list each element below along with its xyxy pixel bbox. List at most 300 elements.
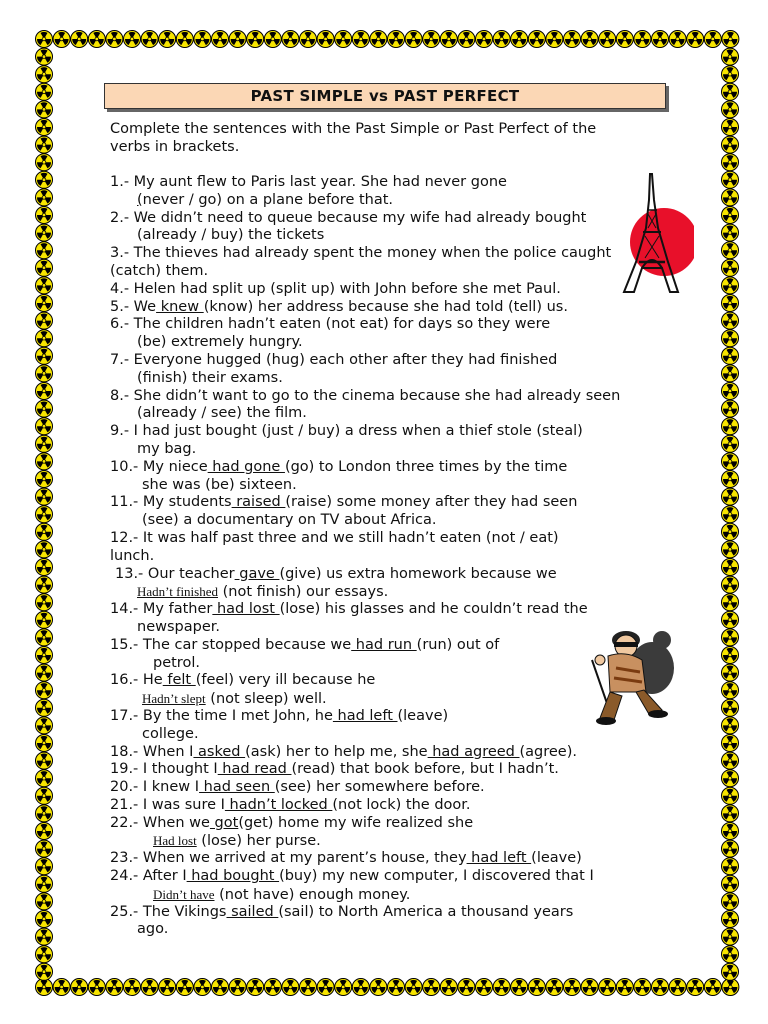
- radiation-icon: [106, 979, 123, 996]
- radiation-icon: [564, 979, 581, 996]
- radiation-icon: [36, 506, 53, 523]
- radiation-icon: [71, 979, 88, 996]
- sentence-text: petrol.: [153, 654, 200, 671]
- radiation-icon: [722, 506, 739, 523]
- answer-text: sailed: [226, 903, 279, 920]
- sentence-text: (finish) their exams.: [137, 369, 283, 386]
- radiation-icon: [36, 805, 53, 822]
- radiation-icon: [722, 770, 739, 787]
- sentence-text: she was (be) sixteen.: [142, 476, 297, 493]
- sentence-text: (get) home my wife realized she: [238, 814, 474, 831]
- radiation-icon: [36, 119, 53, 136]
- radiation-icon: [212, 31, 229, 48]
- radiation-icon: [722, 682, 739, 699]
- radiation-icon: [722, 523, 739, 540]
- radiation-icon: [722, 418, 739, 435]
- radiation-icon: [36, 31, 53, 48]
- sentence-text: (not have) enough money.: [214, 886, 411, 903]
- radiation-icon: [36, 471, 53, 488]
- radiation-icon: [36, 823, 53, 840]
- radiation-icon: [36, 576, 53, 593]
- radiation-icon: [722, 435, 739, 452]
- sentence-text: (know) her address because she had told (tell) us.: [203, 298, 568, 315]
- radiation-icon: [722, 911, 739, 928]
- radiation-icon: [36, 963, 53, 980]
- exercise-line: [110, 174, 665, 192]
- radiation-icon: [722, 840, 739, 857]
- answer-text: had read: [217, 761, 292, 778]
- sentence-text: 15.- The car stopped because we: [110, 636, 352, 653]
- radiation-icon: [36, 664, 53, 681]
- exercise-line: [110, 779, 665, 797]
- sentence-text: never / go) on a plane before that.: [142, 191, 394, 208]
- radiation-icon: [581, 31, 598, 48]
- radiation-icon: [599, 31, 616, 48]
- radiation-icon: [36, 770, 53, 787]
- radiation-icon: [652, 979, 669, 996]
- radiation-icon: [282, 979, 299, 996]
- radiation-icon: [616, 979, 633, 996]
- radiation-icon: [722, 295, 739, 312]
- radiation-icon: [176, 979, 193, 996]
- radiation-icon: [141, 979, 158, 996]
- radiation-icon: [669, 31, 686, 48]
- radiation-icon: [652, 31, 669, 48]
- sentence-text: (be) extremely hungry.: [137, 334, 303, 351]
- answer-text: asked: [193, 743, 246, 760]
- exercise-line: [110, 601, 665, 619]
- exercise-line: [110, 832, 665, 850]
- radiation-icon: [36, 101, 53, 118]
- answer-text: had left: [466, 850, 532, 867]
- handwritten-answer: Didn’t have: [153, 886, 215, 902]
- instructions-line-1: Complete the sentences with the Past Simple or Past Perfect of the: [110, 121, 597, 137]
- radiation-icon: [36, 893, 53, 910]
- radiation-icon: [247, 31, 264, 48]
- radiation-icon: [722, 594, 739, 611]
- sentence-text: (agree).: [519, 743, 577, 760]
- thief-picture: [580, 620, 692, 728]
- sentence-text: 23.- When we arrived at my parent’s house, they: [110, 850, 467, 867]
- exercise-line: [110, 530, 665, 548]
- radiation-icon: [36, 224, 53, 241]
- exercise-list: [110, 174, 665, 939]
- radiation-icon: [36, 488, 53, 505]
- sentence-text: 16.- He: [110, 672, 163, 689]
- radiation-icon: [282, 31, 299, 48]
- radiation-icon: [722, 699, 739, 716]
- radiation-icon: [264, 31, 281, 48]
- sentence-text: 13.- Our teacher: [115, 565, 235, 582]
- instructions: [110, 120, 650, 156]
- radiation-icon: [722, 647, 739, 664]
- answer-text: hadn’t locked: [224, 796, 333, 813]
- radiation-icon: [36, 875, 53, 892]
- radiation-icon: [493, 979, 510, 996]
- exercise-line: [110, 566, 665, 584]
- radiation-icon: [36, 787, 53, 804]
- radiation-icon: [36, 330, 53, 347]
- radiation-icon: [704, 31, 721, 48]
- radiation-icon: [352, 979, 369, 996]
- radiation-icon: [722, 189, 739, 206]
- radiation-icon: [370, 31, 387, 48]
- radiation-icon: [511, 31, 528, 48]
- handwritten-answer: Hadn’t finished: [137, 584, 218, 600]
- radiation-icon: [36, 312, 53, 329]
- radiation-icon: [247, 979, 264, 996]
- radiation-icon: [36, 154, 53, 171]
- radiation-icon: [440, 31, 457, 48]
- radiation-icon: [722, 787, 739, 804]
- radiation-icon: [317, 979, 334, 996]
- sentence-text: (lose) her purse.: [196, 833, 321, 850]
- radiation-icon: [300, 979, 317, 996]
- radiation-icon: [722, 207, 739, 224]
- radiation-icon: [722, 136, 739, 153]
- exercise-line: [110, 797, 665, 815]
- radiation-icon: [36, 435, 53, 452]
- sentence-text: 19.- I thought I: [110, 761, 218, 778]
- sentence-text: (not lock) the door.: [332, 796, 471, 813]
- answer-text: had seen: [199, 779, 275, 796]
- radiation-icon: [722, 224, 739, 241]
- radiation-icon: [388, 31, 405, 48]
- radiation-icon: [722, 365, 739, 382]
- radiation-icon: [36, 946, 53, 963]
- sentence-text: 10.- My niece: [110, 458, 208, 475]
- radiation-icon: [36, 699, 53, 716]
- exercise-line: [110, 886, 665, 904]
- radiation-icon: [36, 858, 53, 875]
- sentence-text: 17.- By the time I met John, he: [110, 707, 333, 724]
- exercise-line: [110, 921, 665, 939]
- sentence-text: 24.- After I: [110, 868, 187, 885]
- exercise-line: [110, 334, 665, 352]
- exercise-line: [110, 210, 665, 228]
- radiation-icon: [194, 979, 211, 996]
- radiation-icon: [141, 31, 158, 48]
- radiation-icon: [36, 48, 53, 65]
- radiation-icon: [36, 911, 53, 928]
- sentence-text: ago.: [137, 921, 169, 938]
- radiation-icon: [229, 979, 246, 996]
- radiation-icon: [71, 31, 88, 48]
- radiation-icon: [722, 893, 739, 910]
- answer-text: got: [209, 814, 239, 831]
- radiation-icon: [36, 559, 53, 576]
- exercise-line: [110, 281, 665, 299]
- radiation-icon: [722, 488, 739, 505]
- radiation-icon: [722, 154, 739, 171]
- sentence-text: 3.- The thieves had already spent the money when the police caught: [110, 245, 612, 262]
- radiation-icon: [36, 171, 53, 188]
- sentence-text: 12.- It was half past three and we still hadn’t eaten (not / eat): [110, 529, 559, 546]
- radiation-icon: [722, 858, 739, 875]
- radiation-icon: [36, 594, 53, 611]
- radiation-icon: [106, 31, 123, 48]
- radiation-icon: [722, 752, 739, 769]
- radiation-icon: [36, 83, 53, 100]
- exercise-line: [110, 405, 665, 423]
- instructions-line-2: verbs in brackets.: [110, 139, 240, 155]
- exercise-line: [110, 815, 665, 833]
- radiation-icon: [722, 629, 739, 646]
- exercise-line: [110, 583, 665, 601]
- radiation-icon: [405, 31, 422, 48]
- sentence-text: 2.- We didn’t need to queue because my wife had already bought: [110, 209, 587, 226]
- sentence-text: 20.- I knew I: [110, 779, 200, 796]
- radiation-icon: [722, 83, 739, 100]
- page-title: PAST SIMPLE vs PAST PERFECT: [104, 83, 666, 109]
- radiation-icon: [722, 171, 739, 188]
- radiation-icon: [159, 31, 176, 48]
- radiation-icon: [722, 471, 739, 488]
- radiation-icon: [36, 365, 53, 382]
- radiation-icon: [722, 400, 739, 417]
- sentence-text: 11.- My students: [110, 494, 232, 511]
- radiation-icon: [36, 418, 53, 435]
- handwritten-answer: Hadn’t slept: [142, 691, 206, 707]
- radiation-icon: [405, 979, 422, 996]
- exercise-line: [110, 423, 665, 441]
- sentence-text: (already / see) the film.: [137, 405, 307, 422]
- sentence-text: (leave): [531, 850, 582, 867]
- exercise-line: [110, 761, 665, 779]
- sentence-text: 9.- I had just bought (just / buy) a dress when a thief stole (steal): [110, 423, 583, 440]
- exercise-line: [110, 477, 665, 495]
- radiation-icon: [36, 541, 53, 558]
- radiation-icon: [124, 31, 141, 48]
- radiation-icon: [36, 277, 53, 294]
- radiation-icon: [335, 31, 352, 48]
- sentence-text: (feel) very ill because he: [195, 672, 376, 689]
- radiation-icon: [423, 979, 440, 996]
- sentence-text: 5.- We: [110, 298, 157, 315]
- exercise-line: [110, 388, 665, 406]
- sentence-text: (see) her somewhere before.: [274, 779, 485, 796]
- radiation-icon: [687, 979, 704, 996]
- radiation-icon: [53, 979, 70, 996]
- radiation-icon: [212, 979, 229, 996]
- sentence-text: my bag.: [137, 440, 197, 457]
- radiation-icon: [36, 295, 53, 312]
- sentence-text: college.: [142, 725, 199, 742]
- exercise-line: [110, 868, 665, 886]
- radiation-icon: [722, 946, 739, 963]
- sentence-text: (see) a documentary on TV about Africa.: [142, 512, 437, 529]
- radiation-icon: [36, 383, 53, 400]
- sentence-text: lunch.: [110, 547, 155, 564]
- radiation-icon: [581, 979, 598, 996]
- radiation-icon: [722, 347, 739, 364]
- exercise-line: [110, 459, 665, 477]
- radiation-icon: [634, 979, 651, 996]
- radiation-icon: [388, 979, 405, 996]
- sentence-text: (buy) my new computer, I discovered that I: [279, 868, 594, 885]
- radiation-icon: [36, 66, 53, 83]
- radiation-icon: [687, 31, 704, 48]
- radiation-icon: [528, 979, 545, 996]
- exercise-line: [110, 726, 665, 744]
- sentence-text: (run) out of: [416, 636, 500, 653]
- radiation-icon: [722, 979, 739, 996]
- radiation-icon: [36, 189, 53, 206]
- radiation-icon: [36, 735, 53, 752]
- sentence-text: 8.- She didn’t want to go to the cinema because she had already seen: [110, 387, 621, 404]
- exercise-line: [110, 352, 665, 370]
- radiation-icon: [36, 400, 53, 417]
- exercise-line: [110, 227, 665, 245]
- radiation-icon: [722, 559, 739, 576]
- radiation-icon: [36, 136, 53, 153]
- radiation-icon: [722, 330, 739, 347]
- answer-text: had bought: [186, 868, 280, 885]
- radiation-icon: [458, 979, 475, 996]
- radiation-icon: [36, 259, 53, 276]
- sentence-text: 21.- I was sure I: [110, 796, 225, 813]
- exercise-line: [110, 548, 665, 566]
- radiation-icon: [722, 805, 739, 822]
- sentence-text: (go) to London three times by the time: [284, 458, 568, 475]
- radiation-icon: [36, 979, 53, 996]
- exercise-line: [110, 316, 665, 334]
- radiation-icon: [264, 979, 281, 996]
- sentence-text: 6.- The children hadn’t eaten (not eat) for days so they were: [110, 316, 551, 333]
- radiation-icon: [616, 31, 633, 48]
- radiation-icon: [722, 928, 739, 945]
- radiation-icon: [722, 66, 739, 83]
- sentence-text: 1.- My aunt flew to Paris last year. She had never gone: [110, 174, 507, 190]
- exercise-line: [110, 192, 665, 210]
- sentence-text: newspaper.: [137, 618, 220, 635]
- radiation-icon: [722, 453, 739, 470]
- sentence-text: (ask) her to help me, she: [245, 743, 428, 760]
- radiation-icon: [317, 31, 334, 48]
- answer-text: had gone: [207, 458, 285, 475]
- radiation-icon: [88, 31, 105, 48]
- exercise-line: [110, 744, 665, 762]
- exercise-line: [110, 441, 665, 459]
- radiation-icon: [564, 31, 581, 48]
- sentence-text: 4.- Helen had split up (split up) with John before she met Paul.: [110, 280, 561, 297]
- radiation-icon: [176, 31, 193, 48]
- radiation-icon: [599, 979, 616, 996]
- handwritten-answer: Had lost: [153, 833, 197, 849]
- radiation-icon: [722, 31, 739, 48]
- radiation-icon: [36, 717, 53, 734]
- radiation-icon: [300, 31, 317, 48]
- radiation-icon: [722, 259, 739, 276]
- sentence-text: (catch) them.: [110, 262, 209, 279]
- radiation-icon: [423, 31, 440, 48]
- radiation-icon: [722, 735, 739, 752]
- radiation-icon: [53, 31, 70, 48]
- radiation-icon: [722, 242, 739, 259]
- radiation-icon: [722, 717, 739, 734]
- radiation-icon: [36, 629, 53, 646]
- sentence-text: (not finish) our essays.: [218, 584, 389, 601]
- eiffel-tower-picture: [612, 170, 694, 295]
- radiation-icon: [36, 242, 53, 259]
- radiation-icon: [722, 963, 739, 980]
- exercise-line: [110, 494, 665, 512]
- sentence-text: 25.- The Vikings: [110, 903, 227, 920]
- radiation-icon: [36, 347, 53, 364]
- radiation-icon: [194, 31, 211, 48]
- answer-text: felt: [162, 672, 196, 689]
- radiation-icon: [229, 31, 246, 48]
- radiation-icon: [528, 31, 545, 48]
- sentence-text: 7.- Everyone hugged (hug) each other after they had finished: [110, 351, 558, 368]
- radiation-icon: [335, 979, 352, 996]
- radiation-icon: [36, 523, 53, 540]
- sentence-text: (raise) some money after they had seen: [285, 494, 578, 511]
- radiation-icon: [722, 611, 739, 628]
- radiation-icon: [36, 207, 53, 224]
- radiation-icon: [370, 979, 387, 996]
- answer-text: had left: [332, 707, 398, 724]
- sentence-text: (give) us extra homework because we: [279, 565, 557, 582]
- sentence-text: (sail) to North America a thousand years: [278, 903, 574, 920]
- answer-text: gave: [234, 565, 280, 582]
- radiation-icon: [440, 979, 457, 996]
- answer-text: knew: [156, 298, 204, 315]
- radiation-icon: [722, 541, 739, 558]
- radiation-icon: [36, 928, 53, 945]
- radiation-icon: [476, 31, 493, 48]
- radiation-icon: [722, 101, 739, 118]
- answer-text: had agreed: [427, 743, 520, 760]
- radiation-icon: [722, 664, 739, 681]
- radiation-icon: [722, 277, 739, 294]
- radiation-icon: [493, 31, 510, 48]
- exercise-line: [110, 245, 665, 263]
- radiation-icon: [36, 611, 53, 628]
- sentence-text: 14.- My father: [110, 601, 213, 618]
- radiation-icon: [722, 48, 739, 65]
- sentence-text: 18.- When I: [110, 743, 194, 760]
- answer-text: had lost: [212, 601, 280, 618]
- radiation-icon: [722, 383, 739, 400]
- answer-text: raised: [231, 494, 286, 511]
- radiation-icon: [476, 979, 493, 996]
- radiation-icon: [704, 979, 721, 996]
- radiation-icon: [36, 840, 53, 857]
- radiation-icon: [352, 31, 369, 48]
- sentence-text: (read) that book before, but I hadn’t.: [291, 761, 559, 778]
- radiation-icon: [36, 752, 53, 769]
- sentence-text: (leave): [397, 707, 449, 724]
- radiation-icon: [458, 31, 475, 48]
- sentence-text: 22.- When we: [110, 814, 210, 831]
- radiation-icon: [722, 312, 739, 329]
- answer-text: had run: [351, 636, 417, 653]
- sentence-text: (lose) his glasses and he couldn’t read the: [279, 601, 588, 618]
- radiation-icon: [124, 979, 141, 996]
- exercise-line: [110, 512, 665, 530]
- radiation-icon: [722, 823, 739, 840]
- radiation-icon: [36, 682, 53, 699]
- exercise-line: [110, 263, 665, 281]
- radiation-icon: [36, 647, 53, 664]
- radiation-icon: [722, 576, 739, 593]
- radiation-icon: [722, 875, 739, 892]
- radiation-icon: [634, 31, 651, 48]
- exercise-line: [110, 299, 665, 317]
- radiation-icon: [546, 31, 563, 48]
- exercise-line: [110, 370, 665, 388]
